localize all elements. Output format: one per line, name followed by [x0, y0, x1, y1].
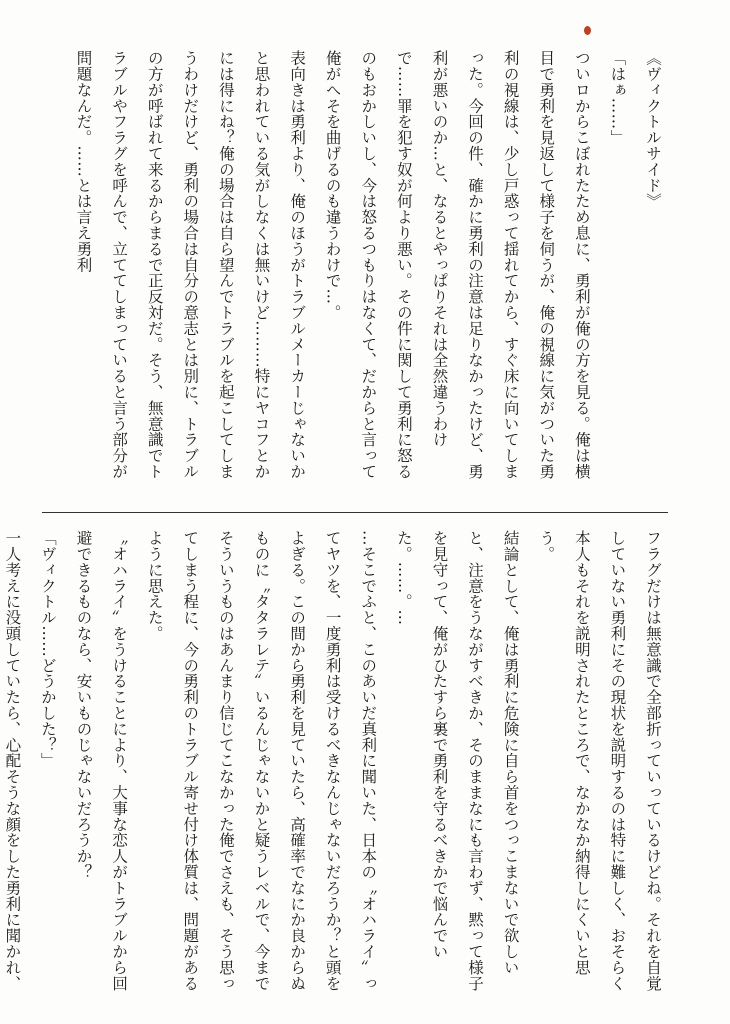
paragraph: フラグだけは無意識で全部折っていっているけどね。それを自覚していない勇利にその現状を説明するのは特に難しく、おそらく本人もそれを説明されたところで、なかなか納得しにくいと思う。 — [537, 530, 662, 992]
paragraph: 一人考えに没頭していたら、心配そうな顔をした勇利に聞かれ、 — [3, 530, 22, 992]
paragraph: 「ヴィクトル……どうかした？」 — [38, 530, 57, 769]
ink-spot — [584, 26, 591, 35]
paragraph: 結論として、俺は勇利に危険に自ら首をつっこまないで欲しいと、注意をうながすべきか、そのままなにも言わず、黙って様子を見守って、俺がひたすら裏で勇利を守るべきかで悩んでいた。……。… — [394, 530, 520, 992]
top-text-block — [50, 50, 670, 490]
bottom-text-block — [3, 530, 670, 1000]
page-divider — [42, 512, 668, 513]
paragraph: 表向きは勇利より、俺のほうがトラブルメーカーじゃないかと思われている気がしなくは無いけど………特にヤコフとかには得にね？俺の場合は自ら望んでトラブルを起こしてしまうわけだけど、勇利の場合は自分の意志とは別に、トラブルの方が呼ばれて来るからまるで正反対だ。そう、無意識でトラブルやフラグを呼んで、立ててしまっていると言う部分が問題なんだ。……とは言え勇利 — [74, 50, 307, 480]
paragraph: ついロからこぼれたため息に、勇利が俺の方を見る。俺は横目で勇利を見返して様子を伺うが、俺の視線に気がついた勇利の視線は、少し戸惑って揺れてから、すぐ床に向いてしまった。今回の件、確かに勇利の注意は足りなかったけど、勇利が悪いのか…と、なるとやっぱりそれは全然違うわけで……罪を犯す奴が何より悪い。その件に関して勇利に怒るのもおかしいし、今は怒るつもりはなくて、だからと言って俺がへそを曲げるのも違うわけで…。 — [323, 50, 591, 480]
paragraph: 「はぁ……」 — [608, 50, 627, 146]
section-heading: 《ヴィクトルサイド》 — [644, 50, 662, 209]
paragraph: …そこでふと、このあいだ真利に聞いた、日本の〝オハライ〟ってヤツを、一度勇利は受けるべきなんじゃないだろうか？と頭をよぎる。この間から勇利を見ていたら、高確率でなにか良からぬものに〝タタラレテ〟いるんじゃないかと疑うレベルで、今までそういうものはあんまり信じてこなかった俺でさえも、そう思ってしまう程に、今の勇利のトラブル寄せ付け体質は、問題があるように思えた。 — [145, 530, 378, 992]
paragraph: 〝オハライ〟をうけることにより、大事な恋人がトラブルから回避できるものなら、安いものじゃないだろうか？ — [74, 530, 129, 992]
